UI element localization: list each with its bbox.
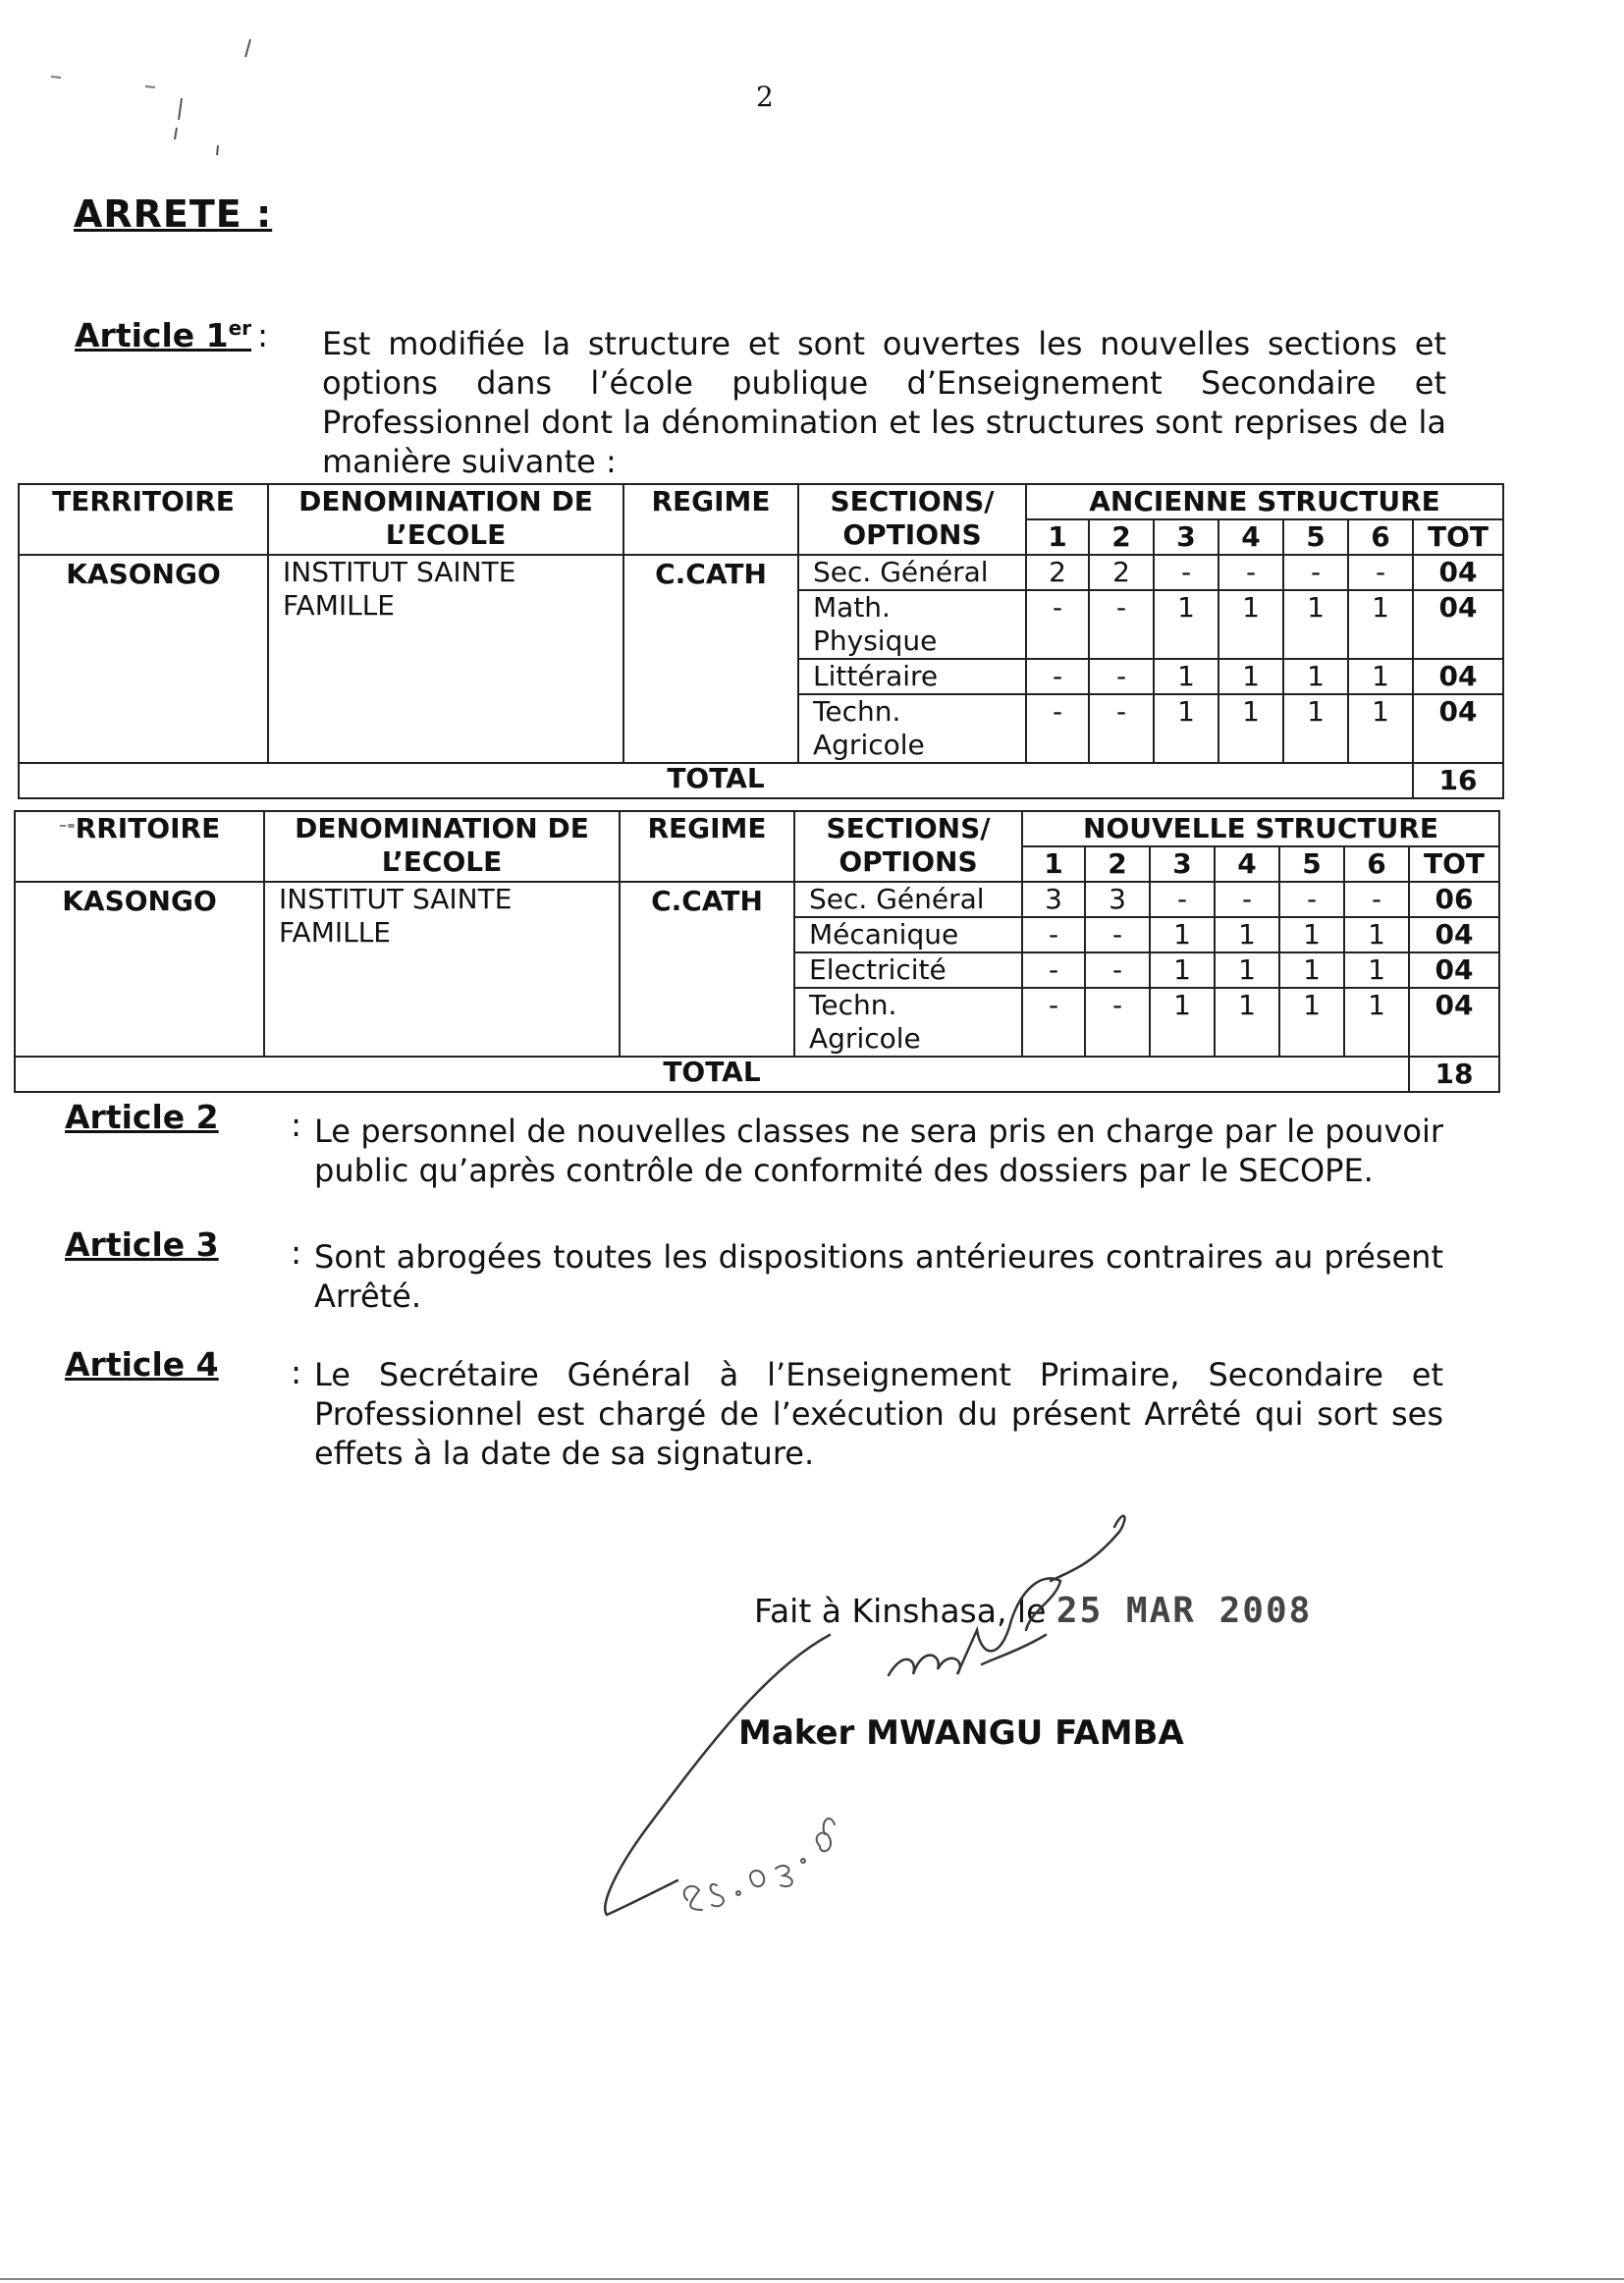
class-header: 4 [1218,519,1283,555]
value-cell: 1 [1154,694,1218,763]
value-cell: - [1089,590,1154,659]
article-2-label: Article 2 [65,1098,219,1136]
header-denomination: DENOMINATION DE L’ECOLE [264,811,620,882]
header-denomination: DENOMINATION DE L’ECOLE [268,484,623,555]
row-total-cell: 04 [1413,694,1503,763]
header-sections: SECTIONS/ OPTIONS [794,811,1022,882]
header-territoire: ⁻⁼RRITOIRE [15,811,264,882]
class-header: 6 [1348,519,1413,555]
article-3-label: Article 3 [65,1225,219,1264]
school-name-cell: INSTITUT SAINTE FAMILLE [268,555,623,763]
value-cell: 1 [1348,659,1413,694]
value-cell: - [1218,555,1283,590]
value-cell: 1 [1283,659,1348,694]
article-1-label: Article 1er [75,316,252,354]
value-cell: 1 [1215,988,1279,1057]
value-cell: - [1089,694,1154,763]
territoire-cell: KASONGO [15,882,264,1057]
value-cell: - [1089,659,1154,694]
value-cell: - [1022,988,1085,1057]
class-header: 5 [1279,846,1344,882]
option-cell: Techn. Agricole [794,988,1022,1057]
value-cell: - [1150,882,1215,917]
total-label: TOTAL [15,1057,1409,1092]
class-header: TOT [1413,519,1503,555]
value-cell: - [1154,555,1218,590]
value-cell: 1 [1150,917,1215,952]
option-cell: Mécanique [794,917,1022,952]
row-total-cell: 04 [1409,988,1499,1057]
class-header: 2 [1085,846,1150,882]
value-cell: - [1022,952,1085,988]
value-cell: 1 [1344,952,1409,988]
regime-cell: C.CATH [620,882,794,1057]
header-structure: NOUVELLE STRUCTURE [1022,811,1499,846]
value-cell: 1 [1279,917,1344,952]
article-3-text: Sont abrogées toutes les dispositions antérieures contraires au présent Arrêté. [314,1238,1443,1315]
header-structure: ANCIENNE STRUCTURE [1026,484,1503,519]
option-cell: Techn. Agricole [798,694,1026,763]
option-cell: Sec. Général [794,882,1022,917]
value-cell: 1 [1348,590,1413,659]
value-cell: 1 [1283,590,1348,659]
value-cell: - [1022,917,1085,952]
class-header: 3 [1154,519,1218,555]
header-sections: SECTIONS/ OPTIONS [798,484,1026,555]
value-cell: 1 [1218,590,1283,659]
article-1-text: Est modifiée la structure et sont ouvertes les nouvelles sections et options dans l’école publique d’Enseignement Secondaire et Professionnel dont la dénomination et les structures sont reprises de la manière suivante : [322,325,1446,480]
value-cell: - [1085,988,1150,1057]
value-cell: 1 [1279,988,1344,1057]
class-header: TOT [1409,846,1499,882]
value-cell: - [1279,882,1344,917]
article-4-label: Article 4 [65,1345,219,1384]
date-stamp: 25 MAR 2008 [1056,1591,1313,1631]
value-cell: 1 [1344,988,1409,1057]
value-cell: - [1085,917,1150,952]
value-cell: - [1085,952,1150,988]
value-cell: 1 [1150,988,1215,1057]
value-cell: 1 [1215,952,1279,988]
class-header: 1 [1022,846,1085,882]
row-total-cell: 04 [1409,917,1499,952]
value-cell: 1 [1218,694,1283,763]
class-header: 1 [1026,519,1089,555]
value-cell: - [1026,659,1089,694]
page-edge [0,2278,1624,2280]
article-4-text: Le Secrétaire Général à l’Enseignement Primaire, Secondaire et Professionnel est chargé de l’exécution du présent Arrêté qui sort ses effets à la date de sa signature. [314,1356,1443,1472]
class-header: 2 [1089,519,1154,555]
class-header: 5 [1283,519,1348,555]
row-total-cell: 06 [1409,882,1499,917]
header-regime: REGIME [620,811,794,882]
value-cell: 1 [1154,659,1218,694]
article-2-colon: : [291,1106,302,1144]
place-text: Fait à Kinshasa, le [754,1592,1047,1630]
value-cell: 2 [1089,555,1154,590]
value-cell: 3 [1085,882,1150,917]
option-cell: Sec. Général [798,555,1026,590]
grand-total-cell: 18 [1409,1057,1499,1092]
grand-total-cell: 16 [1413,763,1503,798]
page-number: 2 [756,81,774,113]
value-cell: 2 [1026,555,1089,590]
option-cell: Electricité [794,952,1022,988]
option-cell: Littéraire [798,659,1026,694]
value-cell: 1 [1154,590,1218,659]
value-cell: - [1215,882,1279,917]
class-header: 4 [1215,846,1279,882]
value-cell: - [1026,694,1089,763]
header-territoire: TERRITOIRE [19,484,268,555]
value-cell: 1 [1344,917,1409,952]
regime-cell: C.CATH [623,555,798,763]
school-name-cell: INSTITUT SAINTE FAMILLE [264,882,620,1057]
value-cell: 1 [1283,694,1348,763]
article-3-colon: : [291,1233,302,1272]
row-total-cell: 04 [1413,555,1503,590]
value-cell: 1 [1150,952,1215,988]
signer-name: Maker MWANGU FAMBA [738,1713,1184,1753]
total-label: TOTAL [19,763,1413,798]
article-1-colon: : [257,316,269,354]
value-cell: - [1344,882,1409,917]
value-cell: 3 [1022,882,1085,917]
row-total-cell: 04 [1409,952,1499,988]
option-cell: Math. Physique [798,590,1026,659]
header-regime: REGIME [623,484,798,555]
value-cell: - [1026,590,1089,659]
value-cell: - [1348,555,1413,590]
value-cell: - [1283,555,1348,590]
value-cell: 1 [1215,917,1279,952]
row-total-cell: 04 [1413,659,1503,694]
territoire-cell: KASONGO [19,555,268,763]
class-header: 3 [1150,846,1215,882]
value-cell: 1 [1348,694,1413,763]
decree-heading: ARRETE : [74,192,273,236]
class-header: 6 [1344,846,1409,882]
value-cell: 1 [1218,659,1283,694]
article-2-text: Le personnel de nouvelles classes ne sera pris en charge par le pouvoir public qu’après contrôle de conformité des dossiers par le SECOPE. [314,1113,1443,1189]
value-cell: 1 [1279,952,1344,988]
row-total-cell: 04 [1413,590,1503,659]
article-4-colon: : [291,1353,302,1391]
